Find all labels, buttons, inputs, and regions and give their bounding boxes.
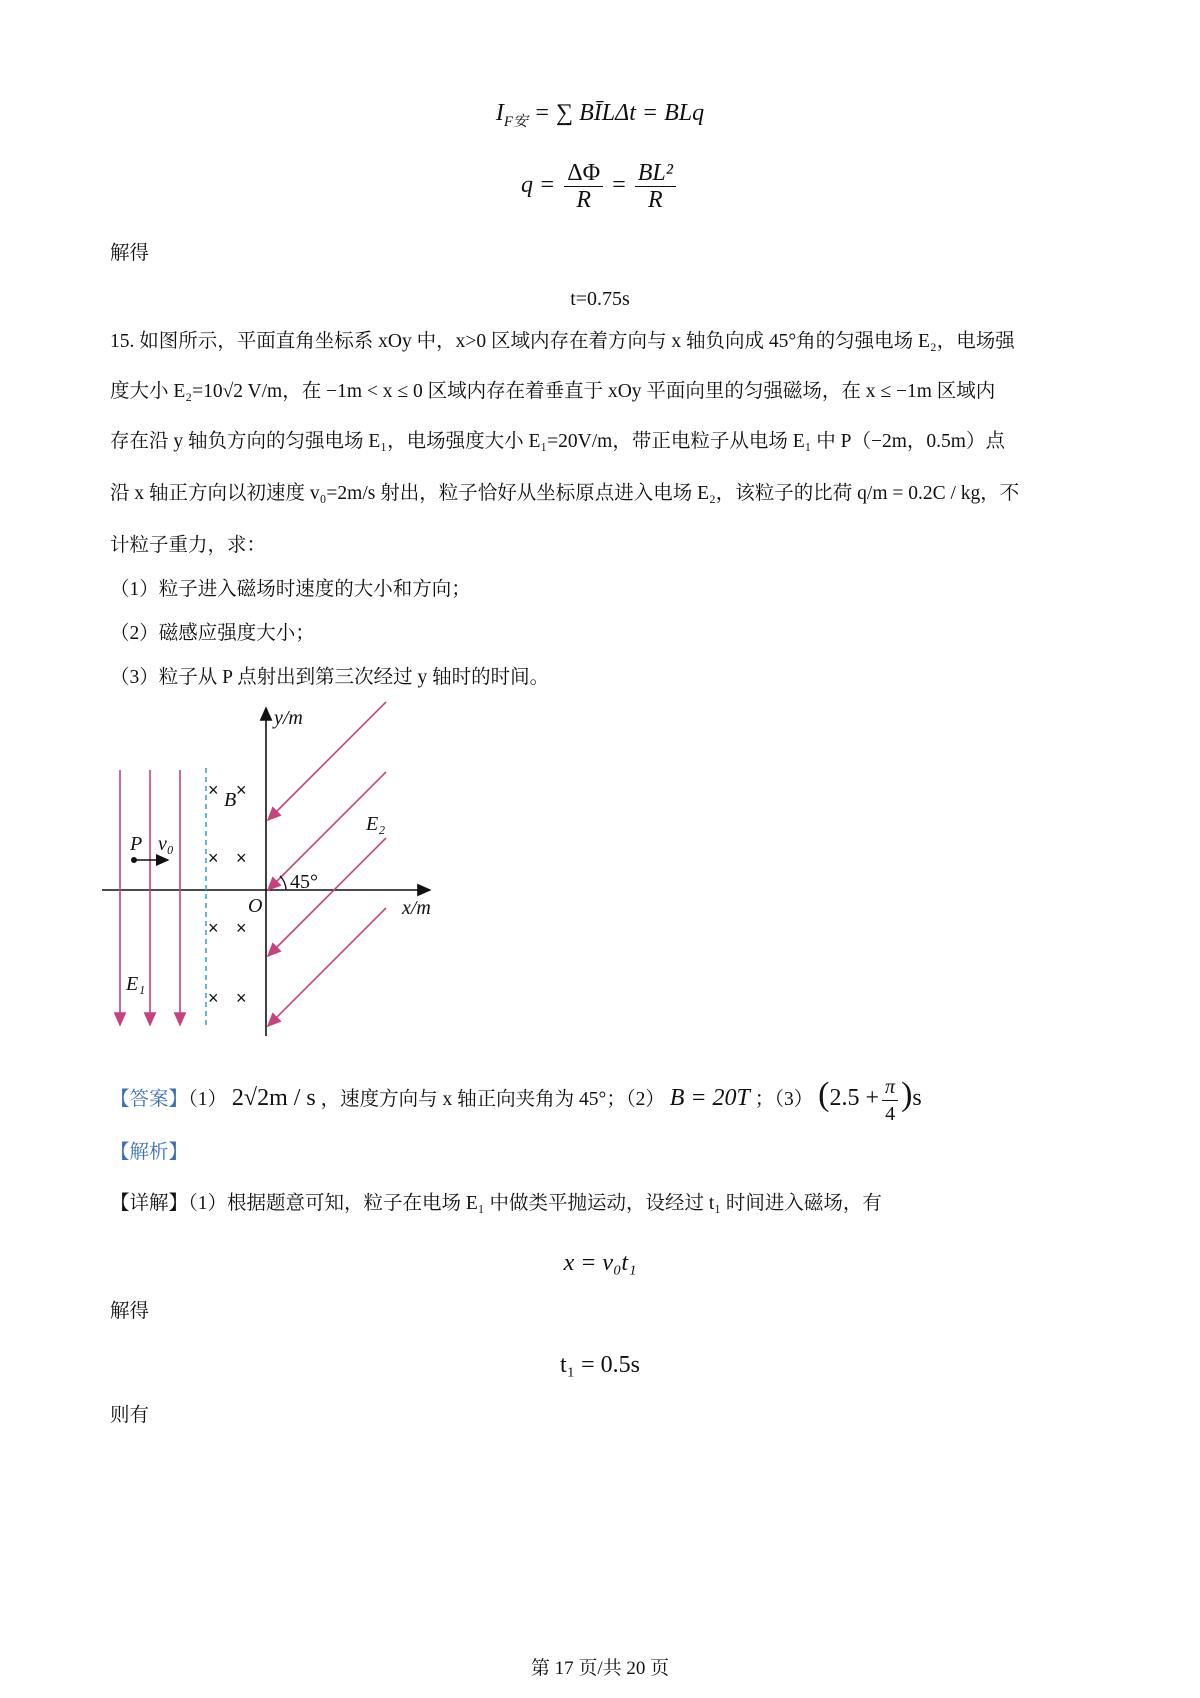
eq1-lhs: I (495, 100, 504, 126)
cross-mark: × (208, 848, 219, 868)
question-1: （1）粒子进入磁场时速度的大小和方向； (110, 579, 471, 600)
b-label: B (224, 789, 237, 811)
problem-line-3: 存在沿 y 轴负方向的匀强电场 E₁，电场强度大小 E₁=20V/m，带正电粒子从电场 E₁ 中 P（−2m，0.5m）点 (110, 431, 1005, 452)
eq2-q: q = (521, 172, 556, 199)
answer-time-4: 4 (885, 1103, 896, 1125)
problem-line-4: 沿 x 轴正方向以初速度 v₀=2m/s 射出，粒子恰好从坐标原点进入电场 E₂，该粒子的比荷 q/m = 0.2C / kg，不 (110, 483, 1020, 504)
problem-line-5: 计粒子重力，求： (110, 535, 267, 556)
eq2-frac1-num: ΔΦ (564, 160, 603, 187)
jiede-label-2: 解得 (110, 1301, 150, 1322)
angle-label: 45° (290, 871, 318, 893)
cross-mark: × (236, 848, 247, 868)
answer-time-a: 2.5 + (829, 1084, 880, 1111)
eq2-frac2-num: BL² (635, 160, 676, 187)
t-result: t=0.75s (570, 288, 630, 310)
origin-label: O (248, 895, 263, 917)
problem-line-2: 度大小 E₂=10√2 V/m，在 −1m < x ≤ 0 区域内存在着垂直于 xOy 平面向里的匀强磁场，在 x ≤ −1m 区域内 (110, 381, 996, 402)
e2-label: E₂ (366, 813, 386, 835)
cross-mark: × (236, 918, 247, 938)
eq2-equals: = (612, 172, 626, 199)
cross-mark: × (208, 988, 219, 1008)
question-3: （3）粒子从 P 点射出到第三次经过 y 轴时的时间。 (110, 667, 550, 688)
e1-label: E₁ (126, 973, 146, 995)
eq1-rhs: = ∑ BĪLΔt = BLq (533, 100, 705, 126)
y-axis-label: y/m (274, 707, 303, 729)
detail-line: 【详解】（1）根据题意可知，粒子在电场 E₁ 中做类平抛运动，设经过 t₁ 时间进入磁场，有 (110, 1193, 882, 1214)
equation-x: x = v₀t₁ (563, 1250, 637, 1276)
v0-label: v₀ (158, 833, 174, 855)
e2-field-lines (268, 702, 386, 1026)
jiede-label-1: 解得 (110, 243, 150, 264)
zeyou-label: 则有 (110, 1405, 150, 1426)
answer-direction: ，速度方向与 x 轴正向夹角为 45°；（2） (320, 1088, 665, 1110)
equation-charge (0, 160, 1200, 213)
eq2-frac2-den: R (648, 187, 663, 213)
field-diagram (90, 690, 460, 1050)
cross-mark: × (236, 988, 247, 1008)
eq2-frac1-den: R (576, 187, 592, 213)
answer-time-unit: s (912, 1084, 922, 1111)
equation-t1: t₁ = 0.5s (560, 1352, 640, 1378)
page-footer: 第 17 页/共 20 页 (530, 1658, 670, 1679)
problem-line-1: 15. 如图所示，平面直角坐标系 xOy 中，x>0 区域内存在着方向与 x 轴负向成 45°角的匀强电场 E₂，电场强 (110, 331, 1015, 352)
answer-part-3: ；（3） (754, 1088, 814, 1110)
x-axis-label: x/m (402, 897, 431, 919)
cross-mark: × (208, 780, 219, 800)
analysis-tag: 【解析】 (110, 1142, 189, 1163)
answer-b: B = 20T (669, 1084, 750, 1111)
equation-impulse (0, 100, 1200, 131)
answer-time-pi: π (882, 1074, 898, 1101)
answer-tag: 【答案】 (110, 1088, 189, 1110)
answer-velocity: 2√2m / s (231, 1084, 316, 1111)
magnetic-field-crosses (208, 780, 247, 1008)
answer-part-1: （1） (188, 1088, 228, 1110)
p-label: P (130, 833, 143, 855)
cross-mark: × (208, 918, 219, 938)
answer-line: 【答案】（1） 2√2m / s ，速度方向与 x 轴正向夹角为 45°；（2） B = 20T ；（3） (2.5 + $\frac{\pi}{4}$ )s (110, 1075, 922, 1125)
eq1-lhs-sub: F安 (503, 113, 528, 130)
cross-mark: × (236, 780, 247, 800)
question-2: （2）磁感应强度大小； (110, 623, 315, 644)
